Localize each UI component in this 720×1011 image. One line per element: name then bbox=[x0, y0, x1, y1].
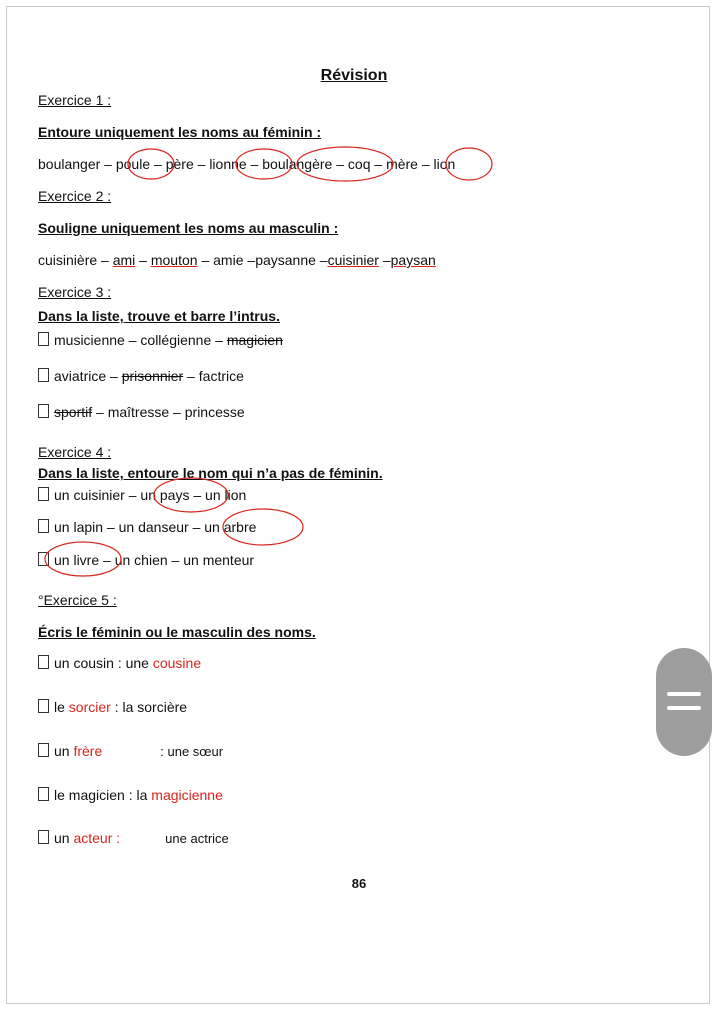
answer-word: acteur : bbox=[73, 830, 121, 846]
underlined-word: cuisinier bbox=[327, 252, 379, 268]
exercise-4-heading: Exercice 4 : bbox=[38, 444, 112, 460]
exercise-2-word-list: cuisinière – ami – mouton – amie –paysanne –cuisinier –paysan bbox=[38, 252, 436, 268]
exercise-3-instruction: Dans la liste, trouve et barre l’intrus. bbox=[38, 308, 280, 324]
drag-handle-icon bbox=[667, 692, 701, 696]
underlined-word: paysan bbox=[390, 252, 436, 268]
word: musicienne bbox=[54, 332, 125, 348]
word: paysanne bbox=[255, 252, 316, 268]
exercise-4-row: un livre – un chien – un menteur bbox=[38, 551, 254, 569]
page-title: Révision bbox=[320, 67, 388, 84]
word: boulangère bbox=[262, 156, 333, 172]
exercise-5-row bbox=[38, 654, 201, 672]
word: lion bbox=[433, 156, 456, 172]
word: un arbre bbox=[204, 519, 257, 535]
word: père bbox=[165, 156, 194, 172]
exercise-5-row bbox=[38, 829, 229, 848]
page-number: 86 bbox=[351, 876, 367, 891]
word: mère bbox=[386, 156, 418, 172]
exercise-2-heading: Exercice 2 : bbox=[38, 188, 112, 204]
word: un menteur bbox=[183, 552, 255, 568]
word: maîtresse bbox=[107, 404, 170, 420]
drag-handle-icon bbox=[667, 706, 701, 710]
exercise-5-instruction: Écris le féminin ou le masculin des noms. bbox=[38, 624, 316, 640]
underlined-word: ami bbox=[112, 252, 136, 268]
word: : bbox=[114, 699, 119, 715]
word: cuisinière bbox=[38, 252, 98, 268]
word: le bbox=[54, 699, 65, 715]
word: princesse bbox=[184, 404, 245, 420]
exercise-4-instruction: Dans la liste, entoure le nom qui n’a pas de féminin. bbox=[38, 465, 383, 481]
underlined-word: mouton bbox=[150, 252, 198, 268]
word: poule bbox=[115, 156, 151, 172]
word: la sorcière bbox=[122, 699, 188, 715]
answer-word: frère bbox=[73, 743, 103, 759]
checkbox-icon bbox=[38, 552, 49, 566]
scroll-handle[interactable] bbox=[656, 648, 712, 756]
word: un livre bbox=[54, 552, 100, 568]
exercise-4-row: un lapin – un danseur – un arbre bbox=[38, 518, 256, 536]
checkbox-icon bbox=[38, 519, 49, 533]
exercise-1-instruction: Entoure uniquement les noms au féminin : bbox=[38, 124, 322, 140]
word: amie bbox=[213, 252, 244, 268]
exercise-5-heading: °Exercice 5 : bbox=[38, 592, 117, 608]
struck-word: magicien bbox=[226, 332, 283, 348]
checkbox-icon bbox=[38, 368, 49, 382]
exercise-3-heading: Exercice 3 : bbox=[38, 284, 112, 300]
exercise-3-row: aviatrice – prisonnier – factrice bbox=[38, 367, 244, 385]
checkbox-icon bbox=[38, 699, 49, 713]
word: une bbox=[125, 655, 149, 671]
answer-word: cousine bbox=[152, 655, 202, 671]
word: le magicien : bbox=[54, 787, 133, 803]
checkbox-icon bbox=[38, 787, 49, 801]
exercise-1-heading: Exercice 1 : bbox=[38, 92, 112, 108]
answer-word: sorcier bbox=[68, 699, 111, 715]
checkbox-icon bbox=[38, 487, 49, 501]
checkbox-icon bbox=[38, 404, 49, 418]
answer-word: magicienne bbox=[151, 787, 223, 803]
checkbox-icon bbox=[38, 743, 49, 757]
word: factrice bbox=[198, 368, 244, 384]
word: un cousin : bbox=[54, 655, 122, 671]
exercise-4-row: un cuisinier – un pays – un lion bbox=[38, 486, 246, 504]
checkbox-icon bbox=[38, 655, 49, 669]
exercise-5-row bbox=[38, 698, 187, 716]
word: aviatrice bbox=[54, 368, 107, 384]
struck-word: sportif bbox=[54, 404, 93, 420]
word: coq bbox=[347, 156, 371, 172]
word: un bbox=[54, 830, 70, 846]
checkbox-icon bbox=[38, 830, 49, 844]
word: lionne bbox=[209, 156, 247, 172]
exercise-5-row bbox=[38, 742, 223, 761]
word: la bbox=[136, 787, 148, 803]
word: un danseur bbox=[118, 519, 189, 535]
exercise-1-word-list: boulanger – poule – père – lionne – boulangère – coq – mère – lion bbox=[38, 156, 456, 172]
exercise-3-row: sportif – maîtresse – princesse bbox=[38, 403, 245, 421]
word: boulanger bbox=[38, 156, 101, 172]
word: un cuisinier bbox=[54, 487, 125, 503]
exercise-2-instruction: Souligne uniquement les noms au masculin : bbox=[38, 220, 339, 236]
checkbox-icon bbox=[38, 332, 49, 346]
exercise-5-row bbox=[38, 786, 223, 804]
word: une actrice bbox=[165, 831, 229, 846]
word: un lion bbox=[205, 487, 247, 503]
struck-word: prisonnier bbox=[121, 368, 184, 384]
word: collégienne bbox=[140, 332, 212, 348]
word: un lapin bbox=[54, 519, 104, 535]
word: un bbox=[54, 743, 70, 759]
exercise-3-row: musicienne – collégienne – magicien bbox=[38, 331, 283, 349]
word: un chien bbox=[114, 552, 168, 568]
word: un pays bbox=[140, 487, 190, 503]
word: : une sœur bbox=[160, 744, 224, 759]
